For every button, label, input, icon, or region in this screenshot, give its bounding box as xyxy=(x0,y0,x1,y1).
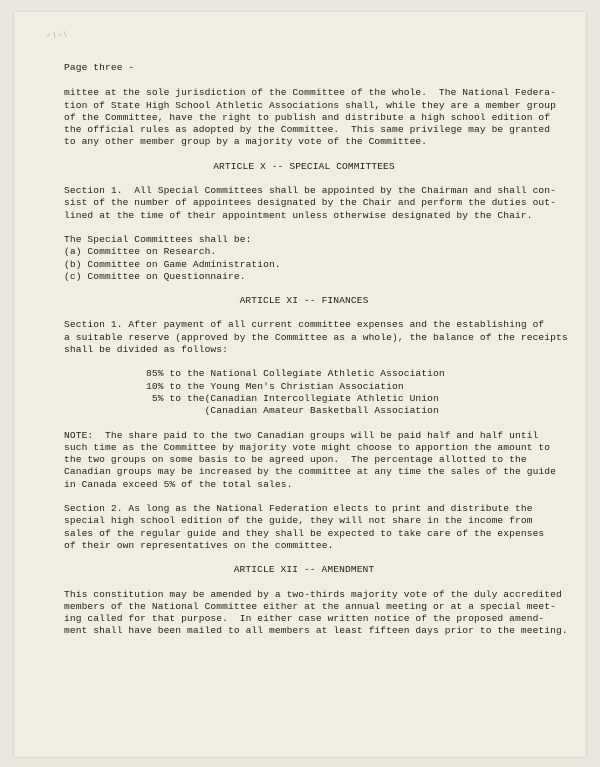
list-item: (b) Committee on Game Administration. xyxy=(64,258,281,270)
intro-line: tion of State High School Athletic Associations shall, while they are a member group xyxy=(64,99,557,111)
section-line: lined at the time of their appointment unless otherwise designated by the Chair. xyxy=(64,209,533,221)
section-line: shall be divided as follows: xyxy=(64,344,229,356)
page-label: Page three - xyxy=(64,62,135,73)
section-line: sales of the regular guide and they shall be expected to take care of the expenses xyxy=(64,527,545,539)
intro-line: to any other member group by a majority vote of the Committee. xyxy=(64,136,428,148)
corner-pencil-mark xyxy=(46,28,70,40)
amendment-line: ment shall have been mailed to all members at least fifteen days prior to the meeting. xyxy=(64,625,568,637)
section-line: of their own representatives on the committee. xyxy=(64,539,334,551)
article-x-section-1 xyxy=(64,185,557,222)
distribution-line: 85% to the National Collegiate Athletic Association xyxy=(146,368,445,380)
special-committees-list xyxy=(64,246,544,283)
note-line: in Canada exceed 5% of the total sales. xyxy=(64,478,293,490)
distribution-line: 5% to the(Canadian Intercollegiate Athletic Union xyxy=(146,392,439,404)
document-text xyxy=(64,62,568,638)
intro-line: the official rules as adopted by the Committee. This same privilege may be granted xyxy=(64,124,551,136)
list-item: (c) Committee on Questionnaire. xyxy=(64,270,246,282)
distribution-line: (Canadian Amateur Basketball Association xyxy=(146,405,439,417)
distribution-line: 10% to the Young Men's Christian Association xyxy=(146,380,404,392)
section-line: Section 1. After payment of all current committee expenses and the establishing of xyxy=(64,319,545,331)
list-item: (a) Committee on Research. xyxy=(64,246,217,258)
article-xii-body xyxy=(64,588,568,638)
amendment-line: members of the National Committee either at the annual meeting or at a special meet- xyxy=(64,600,557,612)
section-line: Section 1. All Special Committees shall be appointed by the Chairman and shall con- xyxy=(64,185,557,197)
article-xi-section-2 xyxy=(64,503,544,552)
note-line: such time as the Committee by majority vote might choose to apportion the amount to xyxy=(64,441,551,453)
section-line: special high school edition of the guide, they will not share in the income from xyxy=(64,515,533,527)
finance-note xyxy=(64,429,557,491)
intro-line: of the Committee, have the right to publish and distribute a high school edition of xyxy=(64,111,551,123)
note-line: the two groups on some basis to be agreed upon. The percentage allotted to the xyxy=(64,454,527,466)
section-line: Section 2. As long as the National Federation elects to print and distribute the xyxy=(64,503,533,515)
intro-paragraph xyxy=(64,87,557,148)
article-xi-section-1 xyxy=(64,319,568,356)
article-xi-heading: ARTICLE XI -- FINANCES xyxy=(239,295,369,307)
amendment-line: ing called for that purpose. In either case written notice of the proposed amend- xyxy=(64,613,545,625)
article-x-heading: ARTICLE X -- SPECIAL COMMITTEES xyxy=(213,160,395,172)
special-committees-intro: The Special Committees shall be: xyxy=(64,233,252,245)
section-line: a suitable reserve (approved by the Committee as a whole), the balance of the receipts xyxy=(64,331,568,343)
note-line: Canadian groups may be increased by the committee at any time the sales of the guide xyxy=(64,466,557,478)
section-line: sist of the number of appointees designated by the Chair and perform the duties out- xyxy=(64,197,557,209)
note-line: NOTE: The share paid to the two Canadian groups will be paid half and half until xyxy=(64,429,539,441)
receipts-distribution xyxy=(64,368,544,417)
article-xii-heading: ARTICLE XII -- AMENDMENT xyxy=(233,564,375,576)
amendment-line: This constitution may be amended by a two-thirds majority vote of the duly accredited xyxy=(64,588,562,600)
intro-line: mittee at the sole jurisdiction of the Committee of the whole. The National Federa- xyxy=(64,87,557,99)
